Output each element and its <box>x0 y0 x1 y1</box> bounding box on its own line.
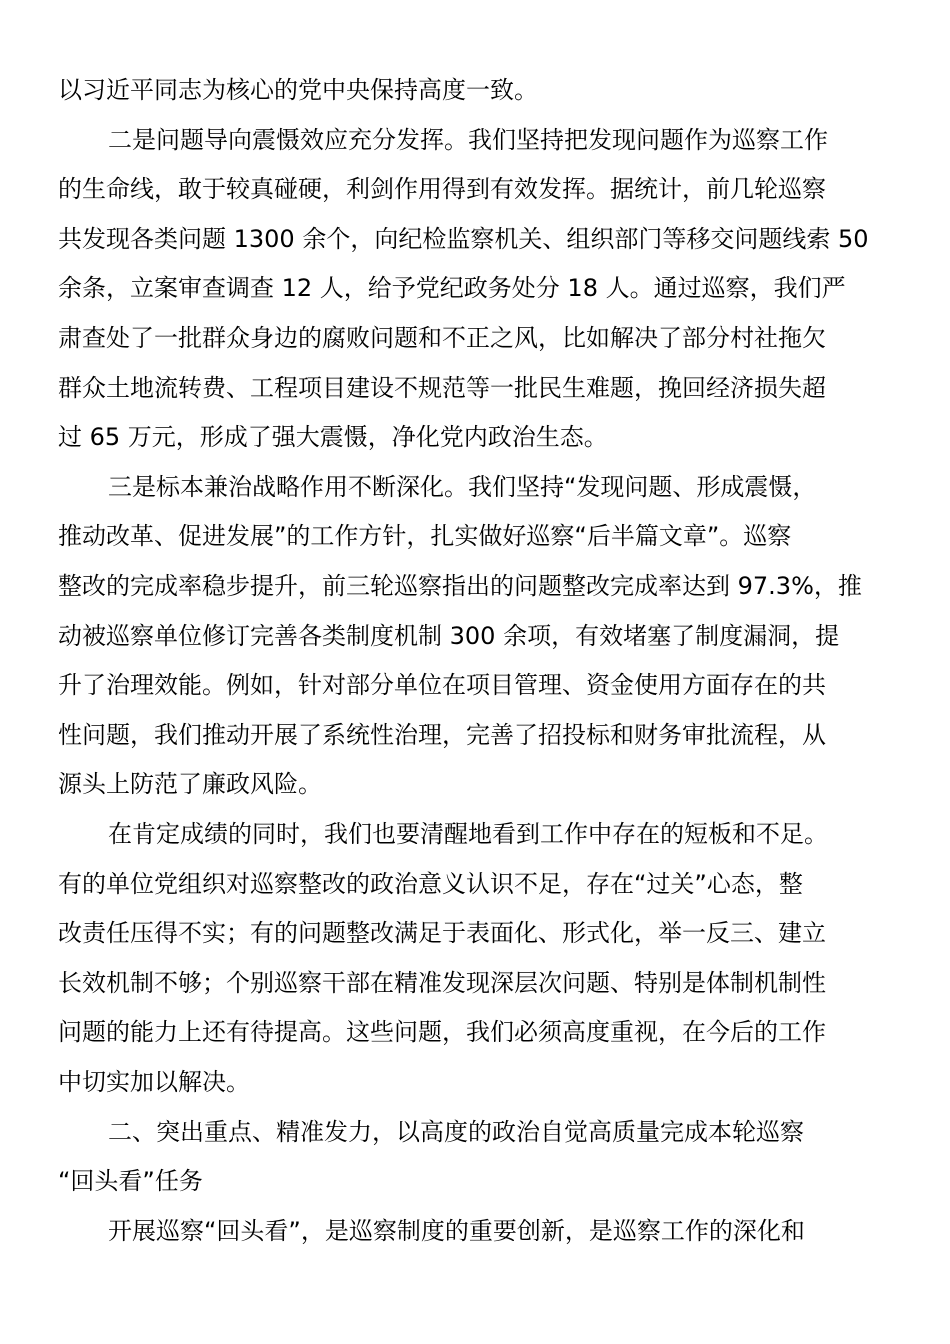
text-line: 开展巡察“回头看”，是巡察制度的重要创新，是巡察工作的深化和 <box>108 1216 805 1245</box>
text-line: 性问题，我们推动开展了系统性治理，完善了招投标和财务审批流程，从 <box>58 720 826 749</box>
text-line: 升了治理效能。例如，针对部分单位在项目管理、资金使用方面存在的共 <box>58 671 826 700</box>
text-line: 问题的能力上还有待提高。这些问题，我们必须高度重视，在今后的工作 <box>58 1018 826 1047</box>
text-line: 的生命线，敢于较真碰硬，利剑作用得到有效发挥。据统计，前几轮巡察 <box>58 175 826 204</box>
text-line: 整改的完成率稳步提升，前三轮巡察指出的问题整改完成率达到 97.3%，推 <box>58 572 862 600</box>
section-heading-line: 二、突出重点、精准发力，以高度的政治自觉高质量完成本轮巡察 <box>108 1117 804 1146</box>
text-line: 有的单位党组织对巡察整改的政治意义认识不足，存在“过关”心态，整 <box>58 869 803 898</box>
text-line: 二是问题导向震慑效应充分发挥。我们坚持把发现问题作为巡察工作 <box>108 125 828 154</box>
section-heading-line: “回头看”任务 <box>58 1167 203 1196</box>
text-line: 肃查处了一批群众身边的腐败问题和不正之风，比如解决了部分村社拖欠 <box>58 324 826 352</box>
text-line: 过 65 万元，形成了强大震慑，净化党内政治生态。 <box>58 423 608 452</box>
text-line: 三是标本兼治战略作用不断深化。我们坚持“发现问题、形成震慑， <box>108 472 817 501</box>
text-line: 群众土地流转费、工程项目建设不规范等一批民生难题，挽回经济损失超 <box>58 373 826 402</box>
text-line: 动被巡察单位修订完善各类制度机制 300 余项，有效堵塞了制度漏洞，提 <box>58 621 840 650</box>
text-line: 源头上防范了廉政风险。 <box>58 770 322 799</box>
text-line: 改责任压得不实；有的问题整改满足于表面化、形式化，举一反三、建立 <box>58 919 826 948</box>
text-line: 以习近平同志为核心的党中央保持高度一致。 <box>58 76 538 104</box>
text-line: 共发现各类问题 1300 余个，向纪检监察机关、组织部门等移交问题线索 50 <box>58 224 869 253</box>
text-line: 推动改革、促进发展”的工作方针，扎实做好巡察“后半篇文章”。巡察 <box>58 522 792 551</box>
text-line: 长效机制不够；个别巡察干部在精准发现深层次问题、特别是体制机制性 <box>58 968 826 997</box>
text-line: 在肯定成绩的同时，我们也要清醒地看到工作中存在的短板和不足。 <box>108 820 828 848</box>
text-line: 余条，立案审查调查 12 人，给予党纪政务处分 18 人。通过巡察，我们严 <box>58 274 846 303</box>
text-line: 中切实加以解决。 <box>58 1068 250 1096</box>
